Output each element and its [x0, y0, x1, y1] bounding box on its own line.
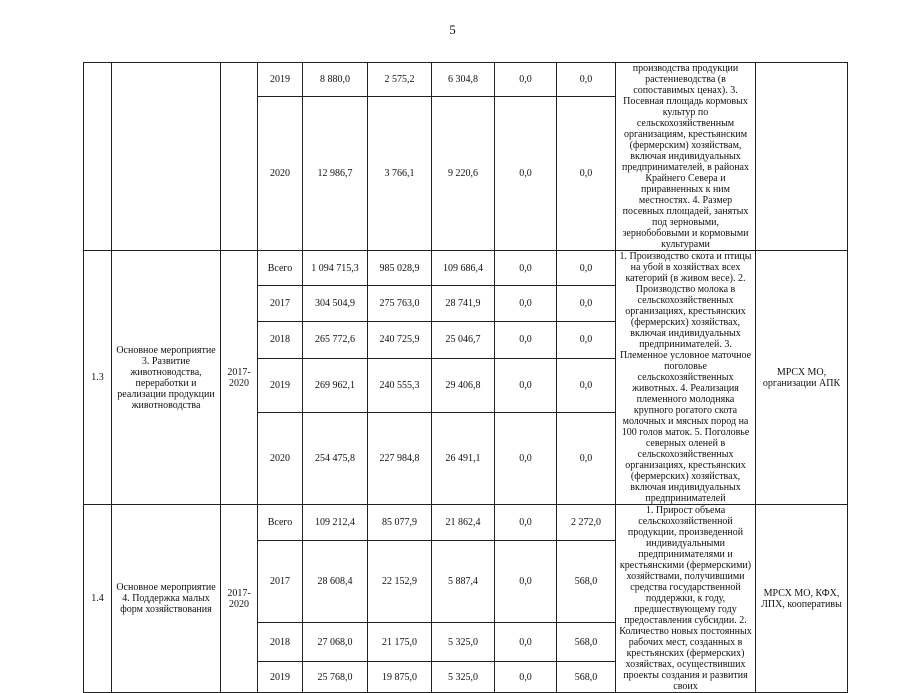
- total-cell: 109 212,4: [303, 505, 368, 541]
- page-number: 5: [449, 22, 456, 37]
- total-cell: 27 068,0: [303, 623, 368, 662]
- regional-budget-cell: 985 028,9: [368, 251, 432, 286]
- year-cell: Всего: [258, 251, 303, 286]
- regional-budget-cell: 85 077,9: [368, 505, 432, 541]
- table-row: [84, 63, 848, 97]
- other-sources-cell: 568,0: [557, 541, 616, 623]
- federal-budget-cell: 5 887,4: [432, 541, 495, 623]
- total-cell: 269 962,1: [303, 358, 368, 412]
- other-sources-cell: 0,0: [557, 286, 616, 322]
- continuation-name-cell: [112, 63, 221, 251]
- other-sources-cell: 0,0: [557, 63, 616, 97]
- executors-cell: МРСХ МО, организации АПК: [756, 251, 848, 505]
- regional-budget-cell: 2 575,2: [368, 63, 432, 97]
- table-row: [84, 251, 848, 286]
- other-sources-cell: 0,0: [557, 251, 616, 286]
- federal-budget-cell: 26 491,1: [432, 413, 495, 505]
- other-sources-cell: 0,0: [557, 322, 616, 358]
- local-budget-cell: 0,0: [495, 662, 557, 693]
- federal-budget-cell: 25 046,7: [432, 322, 495, 358]
- measure-number-cell: 1.3: [84, 251, 112, 505]
- local-budget-cell: 0,0: [495, 63, 557, 97]
- regional-budget-cell: 227 984,8: [368, 413, 432, 505]
- year-cell: Всего: [258, 505, 303, 541]
- local-budget-cell: 0,0: [495, 97, 557, 251]
- regional-budget-cell: 22 152,9: [368, 541, 432, 623]
- year-cell: 2017: [258, 286, 303, 322]
- year-cell: 2017: [258, 541, 303, 623]
- local-budget-cell: 0,0: [495, 286, 557, 322]
- indicators-cell: 1. Производство скота и птицы на убой в хозяйствах всех категорий (в живом весе). 2. Производство молока в сельскохозяйственных организациях, крестьянских (фермерских) хозяйствах, включая индивидуальных предпринимателей. 3. Племенное условное маточное поголовье сельскохозяйственных животных. 4. Реализация племенного молодняка крупного рогатого скота молочных и мясных пород на 100 голов маток. 5. Поголовье северных оленей в сельскохозяйственных организациях, крестьянских (фермерских) хозяйствах, включая индивидуальных предпринимателей: [616, 251, 756, 505]
- federal-budget-cell: 21 862,4: [432, 505, 495, 541]
- federal-budget-cell: 28 741,9: [432, 286, 495, 322]
- regional-budget-cell: 3 766,1: [368, 97, 432, 251]
- regional-budget-cell: 19 875,0: [368, 662, 432, 693]
- other-sources-cell: 0,0: [557, 413, 616, 505]
- measure-name-cell: Основное мероприятие 4. Поддержка малых форм хозяйствования: [112, 505, 221, 693]
- federal-budget-cell: 109 686,4: [432, 251, 495, 286]
- total-cell: 304 504,9: [303, 286, 368, 322]
- table-row: [84, 505, 848, 541]
- measure-number-cell: 1.4: [84, 505, 112, 693]
- federal-budget-cell: 5 325,0: [432, 662, 495, 693]
- continuation-number-cell: [84, 63, 112, 251]
- total-cell: 25 768,0: [303, 662, 368, 693]
- total-cell: 8 880,0: [303, 63, 368, 97]
- year-cell: 2018: [258, 623, 303, 662]
- federal-budget-cell: 6 304,8: [432, 63, 495, 97]
- year-cell: 2020: [258, 413, 303, 505]
- year-cell: 2019: [258, 358, 303, 412]
- indicators-cell: производства продукции растениеводства (в сопоставимых ценах). 3. Посевная площадь кормовых культур по сельскохозяйственным организациям, крестьянским (фермерским) хозяйствам, включая индивидуальных предпринимателей, в районах Крайнего Севера и приравненных к ним местностях. 4. Размер посевных площадей, занятых под зерновыми, зернобобовыми и кормовыми культурами: [616, 63, 756, 251]
- other-sources-cell: 568,0: [557, 623, 616, 662]
- total-cell: 265 772,6: [303, 322, 368, 358]
- measure-period-cell: 2017-2020: [221, 251, 258, 505]
- local-budget-cell: 0,0: [495, 541, 557, 623]
- federal-budget-cell: 29 406,8: [432, 358, 495, 412]
- local-budget-cell: 0,0: [495, 358, 557, 412]
- federal-budget-cell: 9 220,6: [432, 97, 495, 251]
- total-cell: 1 094 715,3: [303, 251, 368, 286]
- year-cell: 2019: [258, 662, 303, 693]
- local-budget-cell: 0,0: [495, 322, 557, 358]
- regional-budget-cell: 240 555,3: [368, 358, 432, 412]
- other-sources-cell: 568,0: [557, 662, 616, 693]
- local-budget-cell: 0,0: [495, 251, 557, 286]
- year-cell: 2019: [258, 63, 303, 97]
- local-budget-cell: 0,0: [495, 413, 557, 505]
- indicators-cell: 1. Прирост объема сельскохозяйственной продукции, произведенной индивидуальными предпринимателями и крестьянскими (фермерскими) хозяйствами, получившими средства государственной поддержки, к году, предшествующему году предоставления субсидии. 2. Количество новых постоянных рабочих мест, созданных в крестьянских (фермерских) хозяйствах, осуществивших проекты создания и развития своих: [616, 505, 756, 693]
- total-cell: 12 986,7: [303, 97, 368, 251]
- total-cell: 28 608,4: [303, 541, 368, 623]
- continuation-period-cell: [221, 63, 258, 251]
- regional-budget-cell: 240 725,9: [368, 322, 432, 358]
- local-budget-cell: 0,0: [495, 623, 557, 662]
- regional-budget-cell: 275 763,0: [368, 286, 432, 322]
- other-sources-cell: 0,0: [557, 358, 616, 412]
- executors-cell: [756, 63, 848, 251]
- local-budget-cell: 0,0: [495, 505, 557, 541]
- program-measures-table: [83, 62, 848, 693]
- executors-cell: МРСХ МО, КФХ, ЛПХ, кооперативы: [756, 505, 848, 693]
- year-cell: 2018: [258, 322, 303, 358]
- federal-budget-cell: 5 325,0: [432, 623, 495, 662]
- other-sources-cell: 2 272,0: [557, 505, 616, 541]
- measure-name-cell: Основное мероприятие 3. Развитие животноводства, переработки и реализации продукции животноводства: [112, 251, 221, 505]
- total-cell: 254 475,8: [303, 413, 368, 505]
- regional-budget-cell: 21 175,0: [368, 623, 432, 662]
- year-cell: 2020: [258, 97, 303, 251]
- measure-period-cell: 2017-2020: [221, 505, 258, 693]
- other-sources-cell: 0,0: [557, 97, 616, 251]
